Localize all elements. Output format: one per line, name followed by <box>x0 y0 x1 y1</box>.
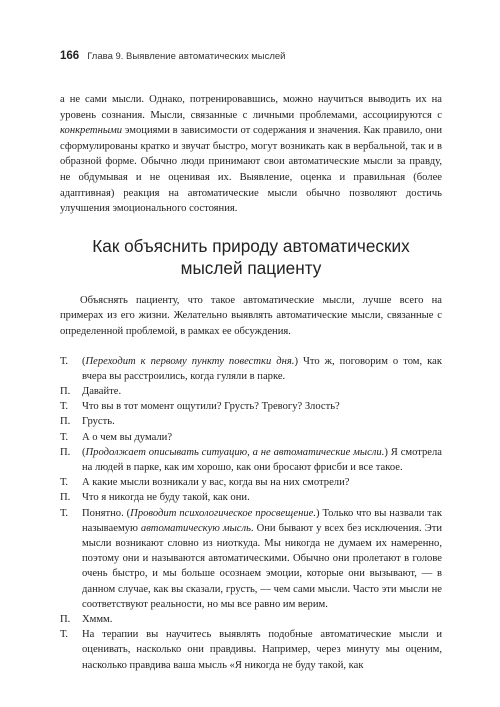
intro-text-start: а не сами мысли. Однако, потренировавшись, можно научиться выводить их на уровень сознания. Мысли, связанные с личными проблемами, ассоциируются с <box>60 94 442 121</box>
section-heading: Как объяснить природу автоматических мыслей пациенту <box>92 235 410 278</box>
speaker-label: П. <box>60 492 71 504</box>
speech-text <box>82 445 442 475</box>
dialogue-turn <box>60 399 442 414</box>
intro-emphasis: конкретными <box>60 125 123 137</box>
dialogue-turn <box>60 490 442 505</box>
speaker-label: Т. <box>60 629 69 641</box>
speech-part: ) Только что вы назвали так называемую <box>82 507 442 534</box>
speech-text: Грусть. <box>82 416 115 428</box>
speech-part: ( <box>82 355 86 367</box>
intro-paragraph <box>60 92 442 217</box>
speech-text: А какие мысли возникали у вас, когда вы на них смотрели? <box>82 477 350 489</box>
speech-text: Хммм. <box>82 613 113 625</box>
dialogue-turn <box>60 612 442 627</box>
speaker-label: Т. <box>60 355 69 367</box>
chapter-running-head: Глава 9. Выявление автоматических мыслей <box>87 51 286 62</box>
dialogue-turn <box>60 384 442 399</box>
speech-text <box>82 506 442 612</box>
speaker-label: П. <box>60 613 71 625</box>
speaker-label: П. <box>60 416 71 428</box>
speaker-label: П. <box>60 385 71 397</box>
speaker-label: Т. <box>60 507 69 519</box>
stage-direction: Продолжает описывать ситуацию, а не автоматические мысли. <box>85 446 385 458</box>
speech-part: ( <box>82 446 86 458</box>
speaker-label: Т. <box>60 477 69 489</box>
speech-text: Что вы в тот момент ощутили? Грусть? Тревогу? Злость? <box>82 401 340 413</box>
speech-part: Понятно. ( <box>82 507 131 519</box>
speech-text: Что я никогда не буду такой, как они. <box>82 492 250 504</box>
speech-part: ) Что ж, поговорим о том, как вчера вы расстроились, когда гуляли в парке. <box>82 355 442 382</box>
speech-part: ) Я смотрела на людей в парке, как им хорошо, как они бросают фрисби и все такое. <box>82 446 443 473</box>
speech-text <box>82 354 442 384</box>
dialogue-turn <box>60 354 442 384</box>
dialogue-turn <box>60 475 442 490</box>
page-number: 166 <box>60 50 80 62</box>
speech-text: А о чем вы думали? <box>82 431 173 443</box>
dialogue <box>60 354 442 673</box>
speech-text: Давайте. <box>82 385 122 397</box>
stage-direction: Проводит психологическое просвещение. <box>130 507 317 519</box>
dialogue-turn <box>60 445 442 475</box>
dialogue-turn <box>60 506 442 612</box>
stage-direction: Переходит к первому пункту повестки дня. <box>85 355 295 367</box>
page-content <box>60 92 442 673</box>
speaker-label: Т. <box>60 431 69 443</box>
term-emphasis: автоматическую мысль <box>140 522 251 534</box>
intro-text-end: эмоциями в зависимости от содержания и значения. Как правило, они сформулированы кратко и звучат быстро, могут возникать как в вербальной, так и в образной форме. Обычно люди принимают свои автоматические мысли за правду, не обдумывая и не оценивая их. Выявление, оценка и правильная (более адаптивная) реакция на автоматические мысли обычно позволяют достичь улучшения эмоционального состояния. <box>60 125 442 215</box>
speaker-label: Т. <box>60 401 69 413</box>
dialogue-turn <box>60 430 442 445</box>
speech-text: На терапии вы научитесь выявлять подобные автоматические мысли и оценивать, насколько они правдивы. Например, через минуту мы оценим, насколько правдива ваша мысль «Я никогда не буду такой, как <box>82 629 442 671</box>
dialogue-turn <box>60 414 442 429</box>
dialogue-turn <box>60 627 442 673</box>
speech-part: . Они бывают у всех без исключения. Эти мысли возникают словно из ниоткуда. Мы никогда не думаем их намеренно, поэтому они и называются автоматическими. Обычно они пролетают в голове очень быстро, и мы больше осознаем эмоции, которые они вызывают, — в данном случае, как вы сказали, грусть, — чем сами мысли. Часто эти мысли не соответствуют реальности, но мы все равно им верим. <box>82 522 442 610</box>
speaker-label: П. <box>60 446 71 458</box>
section-lead-paragraph: Объяснять пациенту, что такое автоматические мысли, лучше всего на примерах из его жизни. Желательно выявлять автоматические мысли, связанные с определенной проблемой, в рамках ее обсуждения. <box>60 294 442 337</box>
running-header <box>60 50 460 66</box>
